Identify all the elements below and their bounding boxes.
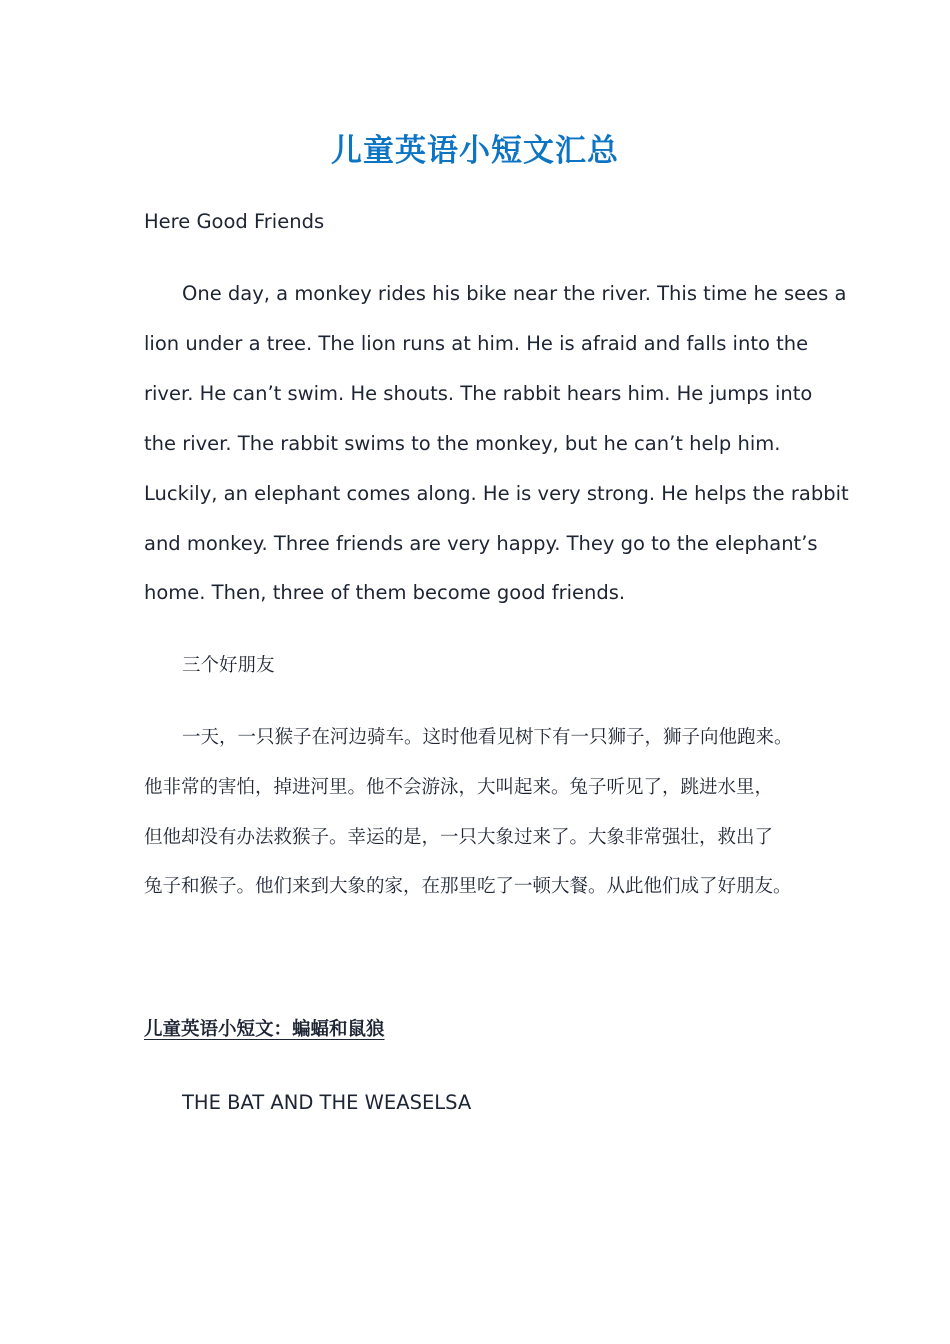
story2-section-heading: 儿童英语小短文：蝙蝠和鼠狼: [144, 1019, 385, 1040]
story1-english-line: Luckily, an elephant comes along. He is very strong. He helps the rabbit: [144, 482, 849, 505]
story1-english-line: the river. The rabbit swims to the monkey, but he can’t help him.: [144, 432, 781, 455]
story1-chinese-line: 兔子和猴子。他们来到大象的家，在那里吃了一顿大餐。从此他们成了好朋友。: [144, 876, 792, 897]
story1-chinese-line: 一天，一只猴子在河边骑车。这时他看见树下有一只狮子，狮子向他跑来。: [182, 727, 793, 748]
document-title: 儿童英语小短文汇总: [331, 133, 619, 169]
story1-chinese-title: 三个好朋友: [182, 655, 275, 676]
story1-english-line: One day, a monkey rides his bike near the river. This time he sees a: [182, 282, 847, 305]
story1-english-line: lion under a tree. The lion runs at him. He is afraid and falls into the: [144, 332, 809, 355]
story1-english-line: river. He can’t swim. He shouts. The rabbit hears him. He jumps into: [144, 382, 813, 405]
story2-english-title: THE BAT AND THE WEASELSA: [182, 1091, 472, 1114]
story1-chinese-line: 但他却没有办法救猴子。幸运的是，一只大象过来了。大象非常强壮，救出了: [144, 827, 774, 848]
story1-heading: Here Good Friends: [144, 210, 325, 233]
story1-chinese-line: 他非常的害怕，掉进河里。他不会游泳，大叫起来。兔子听见了，跳进水里，: [144, 777, 774, 798]
story1-english-line: home. Then, three of them become good friends.: [144, 581, 626, 604]
story1-english-line: and monkey. Three friends are very happy. They go to the elephant’s: [144, 532, 818, 555]
